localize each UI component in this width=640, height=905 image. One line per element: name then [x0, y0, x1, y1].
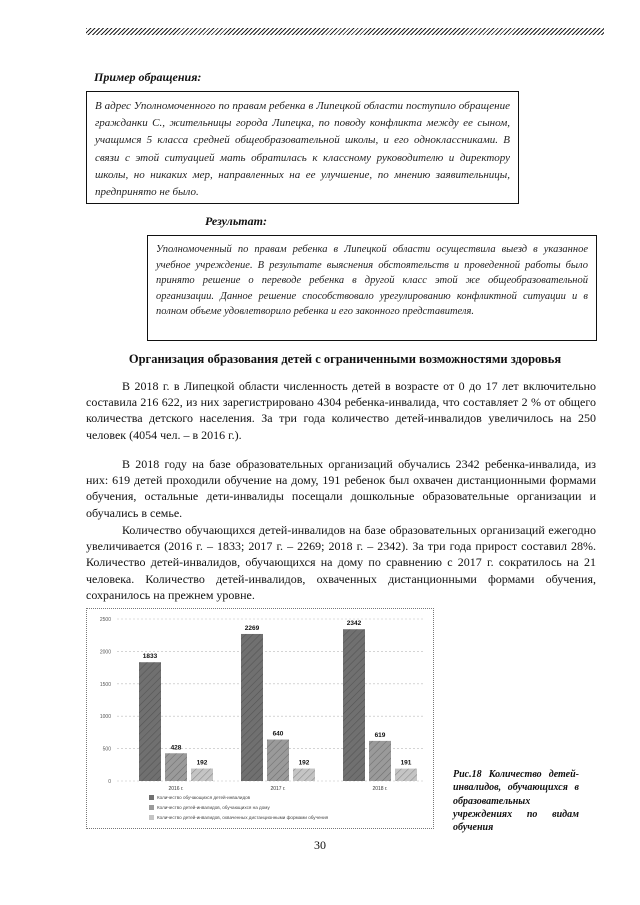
y-tick-label: 2000 [99, 649, 111, 656]
example-text: В адрес Уполномоченного по правам ребенка в Липецкой области поступило обращение гражданки С., жительницы города Липецка, по поводу конфликта между ее сыном, учащимся 5 класса средней общеобразовательной школы, и его одноклассниками. В связи с этой ситуацией мать обратилась к классному руководителю и директору школы, но никаких мер, направленных на ее улучшение, по мнению заявительницы, предпринято не было. [95, 100, 510, 199]
y-tick-label: 0 [108, 779, 111, 785]
bar-hatch [241, 634, 263, 781]
result-title: Результат: [205, 214, 267, 228]
legend-swatch [149, 795, 154, 800]
y-tick-label: 1000 [99, 714, 111, 721]
paragraph-3: Количество обучающихся детей-инвалидов на базе образовательных организаций ежегодно увеличивается (2016 г. – 1833; 2017 г. – 2269; 2018 г. – 2342). За три года прирост составил 28%. Количество детей-инвалидов, обучающихся на дому по сравнению с 2017 г. сократилось на 21 человека. Количество детей-инвалидов, охваченных дистанционными формами обучения, сохранилось на прежнем уровне. [86, 523, 596, 602]
y-tick-label: 500 [102, 746, 111, 753]
chart-frame [86, 608, 434, 829]
data-label: 428 [170, 744, 182, 752]
data-label: 619 [374, 731, 386, 739]
example-box [86, 91, 519, 204]
data-label: 191 [400, 759, 412, 767]
bar-hatch [293, 769, 315, 781]
legend-swatch [149, 815, 154, 820]
x-tick-label: 2018 г. [372, 786, 388, 792]
page-number: 30 [314, 838, 326, 852]
legend-entry: Количество детей-инвалидов, обучающихся на дому [157, 805, 270, 810]
section-heading: Организация образования детей с ограниченными возможностями здоровья [128, 352, 562, 366]
bar-hatch [165, 753, 187, 781]
bar-hatch [369, 741, 391, 781]
data-label: 192 [196, 759, 208, 767]
example-title: Пример обращения: [94, 70, 202, 84]
legend-swatch [149, 805, 154, 810]
bar-hatch [395, 769, 417, 781]
figure-caption: Рис.18 Количество детей-инвалидов, обучающихся в образовательных учреждениях по видам обучения [453, 769, 579, 834]
data-label: 2342 [346, 620, 362, 628]
data-label: 2269 [244, 624, 260, 632]
header-rule [86, 28, 604, 35]
x-tick-label: 2017 г. [270, 786, 286, 792]
data-label: 640 [272, 730, 284, 738]
result-text: Уполномоченный по правам ребенка в Липецкой области осуществила выезд в указанное учебное учреждение. В результате выяснения обстоятельств и проведенной работы было принято решение о переводе ребенка в другой класс этой же общеобразовательной организации. Данное решение способствовало урегулированию конфликтной ситуации и в полном объеме удовлетворило ребенка и его законного представителя. [156, 244, 588, 317]
bar-hatch [343, 629, 365, 781]
x-tick-label: 2016 г. [168, 786, 184, 792]
legend-entry: Количество обучающихся детей-инвалидов [157, 795, 251, 800]
legend-entry: Количество детей-инвалидов, охваченных дистанционными формами обучения [157, 815, 329, 820]
bar-hatch [267, 740, 289, 781]
bar-chart [87, 609, 433, 828]
y-tick-label: 2500 [99, 617, 111, 623]
bar-hatch [191, 769, 213, 781]
paragraph-2: В 2018 году на базе образовательных организаций обучались 2342 ребенка-инвалида, из них: 619 детей проходили обучение на дому, 191 ребенок был охвачен дистанционными формами обучения, остальные дети-инвалиды посещали дошкольные образовательные организации и обучались в семье. [86, 457, 596, 520]
data-label: 192 [298, 759, 310, 767]
result-box [147, 235, 597, 341]
bar-hatch [139, 662, 161, 781]
data-label: 1833 [142, 653, 158, 661]
y-tick-label: 1500 [99, 681, 111, 688]
paragraph-1: В 2018 г. в Липецкой области численность детей в возрасте от 0 до 17 лет включительно составила 216 622, из них зарегистрировано 4304 ребенка-инвалида, что составляет 2 % от общего количества детского населения. За три года количество детей-инвалидов увеличилось на 250 человек (4054 чел. – в 2016 г.). [86, 379, 596, 442]
